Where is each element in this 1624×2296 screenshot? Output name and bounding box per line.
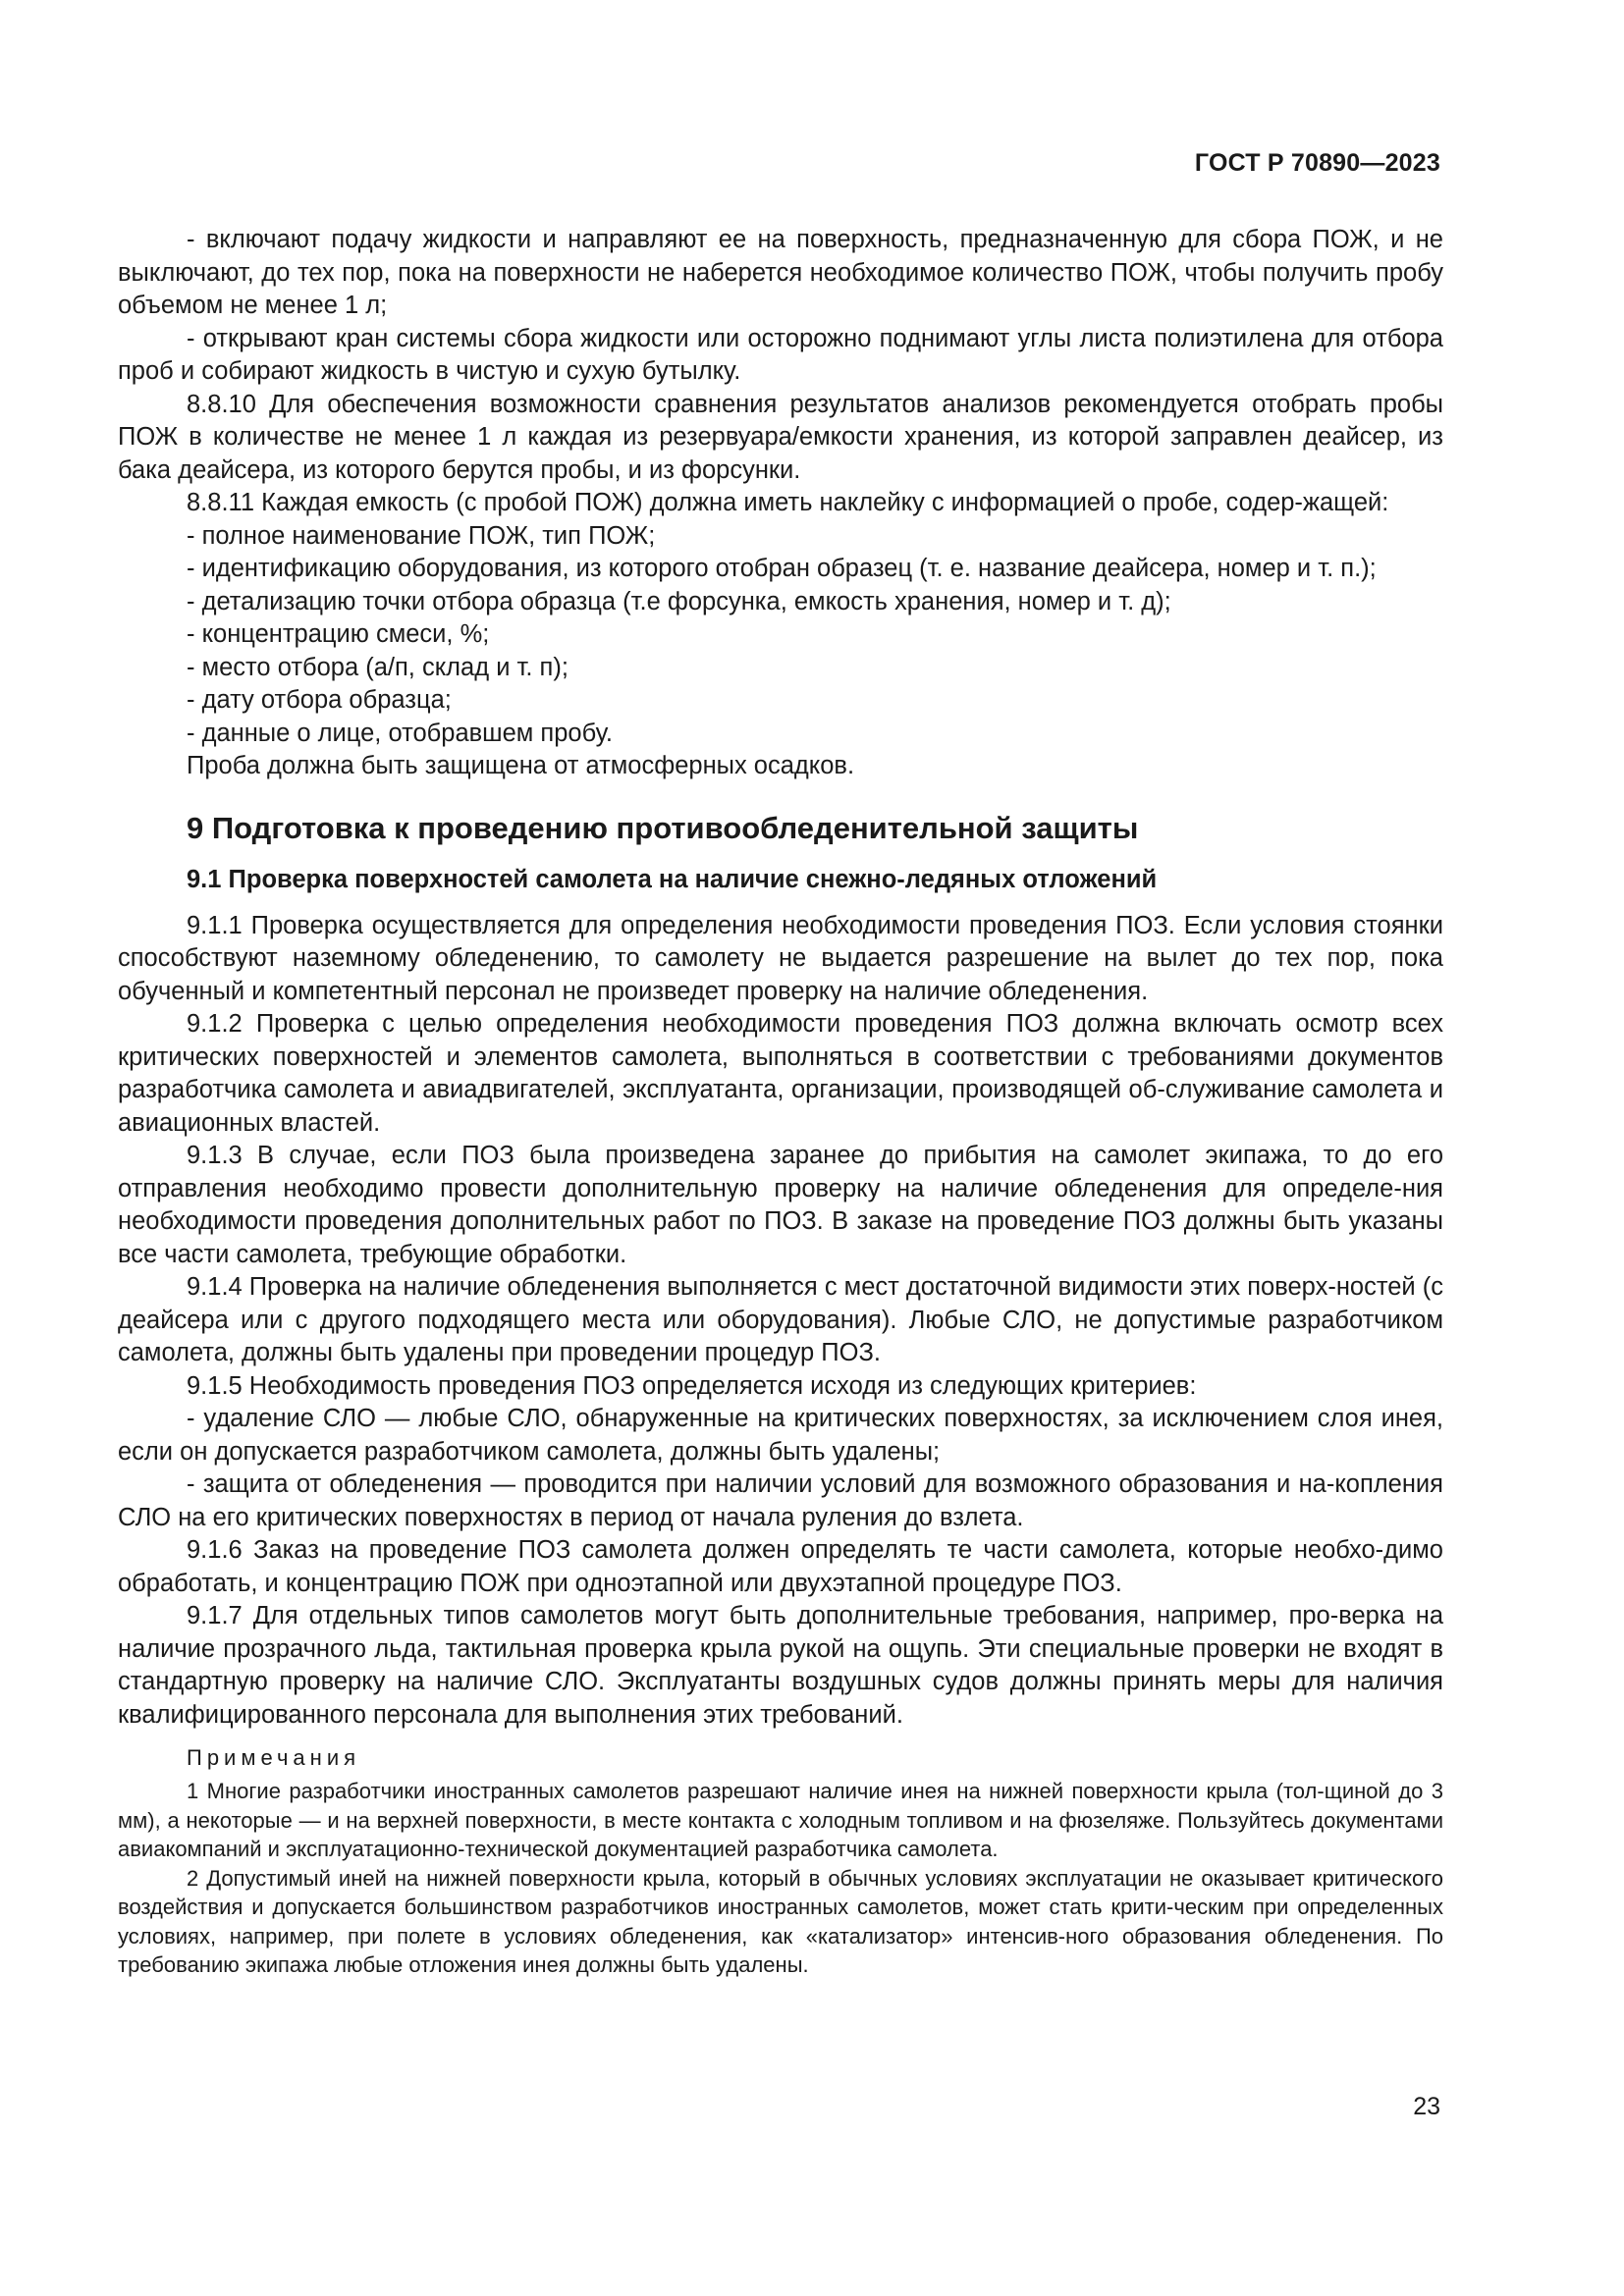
paragraph: 9.1.6 Заказ на проведение ПОЗ самолета должен определять те части самолета, которые необхо-димо обработать, и концентрацию ПОЖ при одноэтапной или двухэтапной процедуре ПОЗ. (118, 1536, 1443, 1597)
paragraph: 9.1.1 Проверка осуществляется для определения необходимости проведения ПОЗ. Если условия стоянки способствуют наземному обледенению, то самолету не выдается разрешение на вылет до тех пор, пока обученный и компетентный персонал не произведет проверку на наличие обледенения. (118, 911, 1443, 1005)
paragraph: - включают подачу жидкости и направляют ее на поверхность, предназначенную для сбора ПОЖ, и не выключают, до тех пор, пока на поверхности не наберется необходимое количество ПОЖ, чтобы получить пробу объемом не менее 1 л; (118, 226, 1443, 319)
list-item: - защита от обледенения — проводится при наличии условий для возможного образования и на-копления СЛО на его критических поверхностях в период от начала руления до взлета. (118, 1470, 1443, 1531)
notes-heading: Примечания (187, 1745, 361, 1770)
paragraph: 9.1.2 Проверка с целью определения необходимости проведения ПОЗ должна включать осмотр всех критических поверхностей и элементов самолета, выполняться в соответствии с требованиями документов разработчика самолета и авиадвигателей, эксплуатанта, организации, производящей об-служивание самолета и авиационных властей. (118, 1010, 1443, 1137)
paragraph: 8.8.10 Для обеспечения возможности сравнения результатов анализов рекомендуется отобрать пробы ПОЖ в количестве не менее 1 л каждая из резервуара/емкости хранения, из которой заправлен деайсер, из бака деайсера, из которого берутся пробы, и из форсунки. (118, 390, 1443, 484)
section-heading: 9 Подготовка к проведению противообледенительной защиты (187, 810, 1139, 845)
note-item: 1 Многие разработчики иностранных самолетов разрешают наличие инея на нижней поверхности крыла (тол-щиной до 3 мм), а некоторые — и на верхней поверхности, в месте контакта с холодным топливом и на фюзеляже. Пользуйтесь документами авиакомпаний и эксплуатационно-технической документацией разработчика самолета. (118, 1779, 1443, 1861)
paragraph: 9.1.4 Проверка на наличие обледенения выполняется с мест достаточной видимости этих поверх-ностей (с деайсера или с другого подходящего места или оборудования). Любые СЛО, не допустимые разработчиком самолета, должны быть удалены при проведении процедур ПОЗ. (118, 1273, 1443, 1366)
list-item: - идентификацию оборудования, из которого отобран образец (т. е. название деайсера, номер и т. п.); (187, 555, 1377, 582)
paragraph: Проба должна быть защищена от атмосферных осадков. (187, 752, 855, 779)
list-item: - детализацию точки отбора образца (т.е форсунка, емкость хранения, номер и т. д); (187, 587, 1171, 615)
document-header: ГОСТ Р 70890—2023 (1194, 149, 1440, 177)
paragraph: 9.1.3 В случае, если ПОЗ была произведена заранее до прибытия на самолет экипажа, то до его отправления необходимо провести дополнительную проверку на наличие обледенения для определе-ния необходимости проведения дополнительных работ по ПОЗ. В заказе на проведение ПОЗ должны быть указаны все части самолета, требующие обработки. (118, 1142, 1443, 1268)
paragraph: 9.1.5 Необходимость проведения ПОЗ определяется исходя из следующих критериев: (187, 1371, 1197, 1400)
paragraph: 9.1.7 Для отдельных типов самолетов могут быть дополнительные требования, например, про-верка на наличие прозрачного льда, тактильная проверка крыла рукой на ощупь. Эти специальные проверки не входят в стандартную проверку на наличие СЛО. Эксплуатанты воздушных судов должны принять меры для наличия квалифицированного персонала для выполнения этих требований. (118, 1602, 1443, 1729)
paragraph: - открывают кран системы сбора жидкости или осторожно поднимают углы листа полиэтилена для отбора проб и собирают жидкость в чистую и сухую бутылку. (118, 324, 1443, 385)
page-number: 23 (1413, 2093, 1440, 2120)
list-item: - концентрацию смеси, %; (187, 620, 490, 648)
list-item: - полное наименование ПОЖ, тип ПОЖ; (187, 521, 656, 550)
list-item: - дату отбора образца; (187, 686, 452, 714)
subsection-heading: 9.1 Проверка поверхностей самолета на наличие снежно-ледяных отложений (187, 865, 1158, 893)
list-item: - место отбора (а/п, склад и т. п); (187, 653, 568, 681)
list-item: - удаление СЛО — любые СЛО, обнаруженные на критических поверхностях, за исключением слоя инея, если он допускается разработчиком самолета, должны быть удалены; (118, 1405, 1443, 1466)
list-item: - данные о лице, отобравшем пробу. (187, 719, 613, 747)
note-item: 2 Допустимый иней на нижней поверхности крыла, который в обычных условиях эксплуатации не оказывает критического воздействия и допускается большинством разработчиков иностранных самолетов, может стать крити-ческим при определенных условиях, например, при полете в условиях обледенения, как «катализатор» интенсив-ного образования обледенения. По требованию экипажа любые отложения инея должны быть удалены. (118, 1865, 1443, 1977)
page-content (118, 224, 1443, 1980)
paragraph: 8.8.11 Каждая емкость (с пробой ПОЖ) должна иметь наклейку с информацией о пробе, содер-жащей: (187, 489, 1389, 516)
